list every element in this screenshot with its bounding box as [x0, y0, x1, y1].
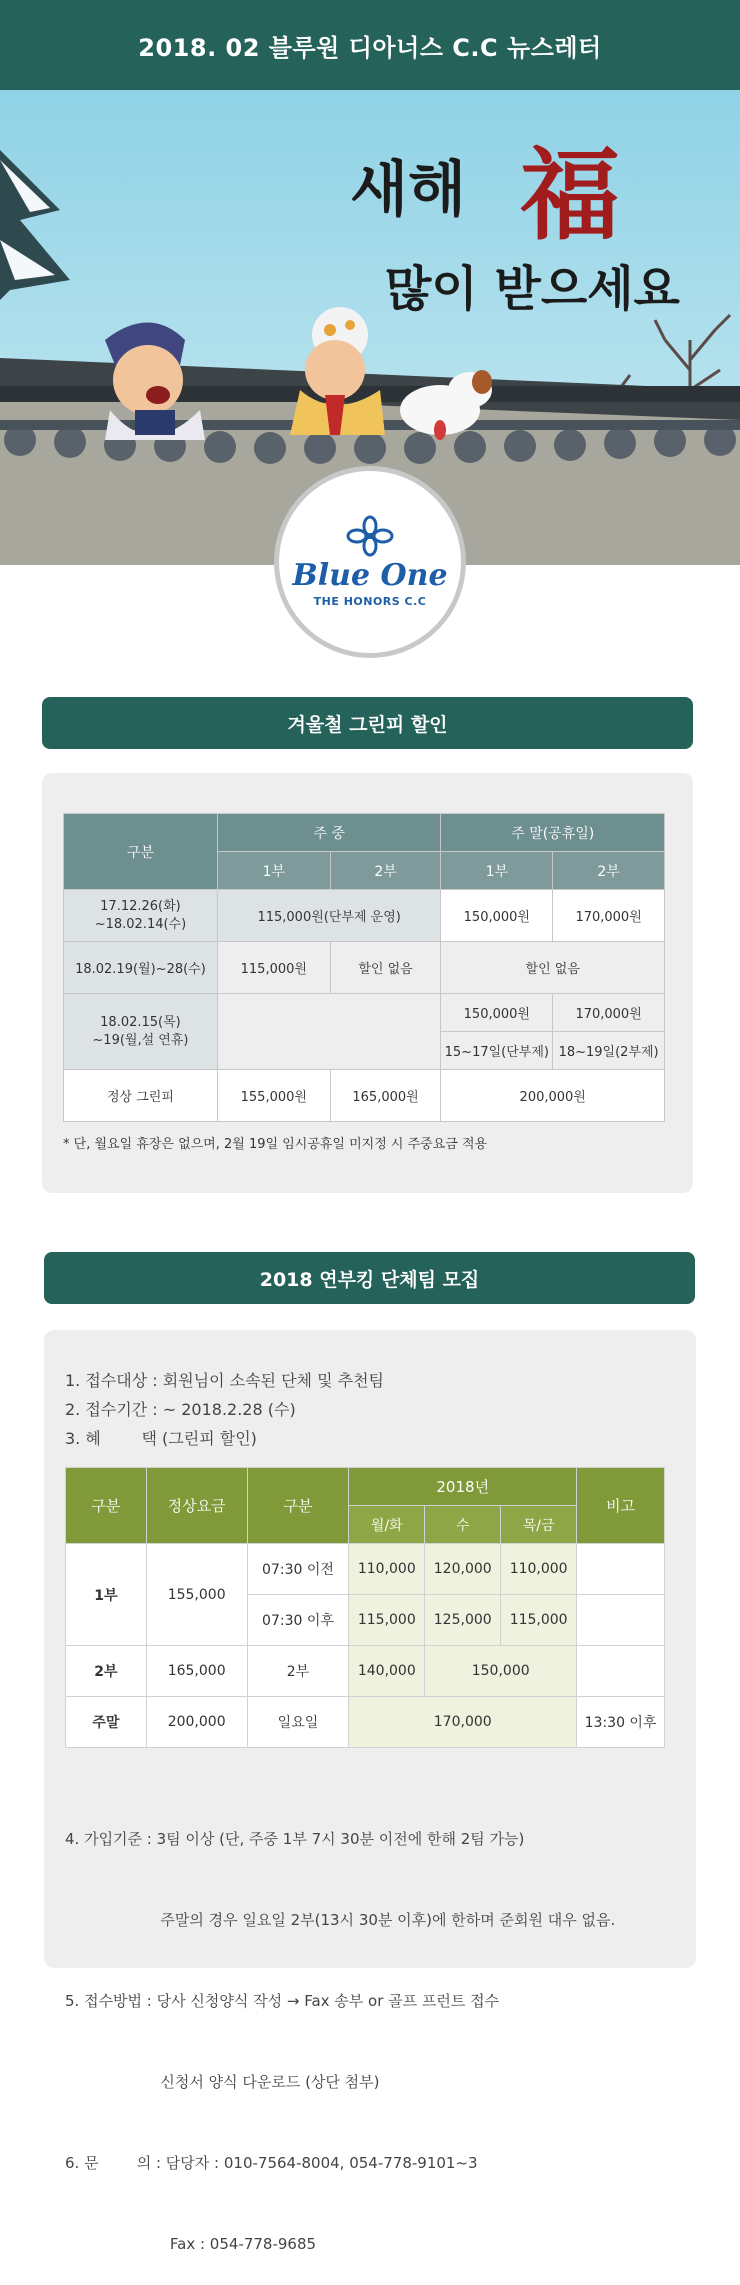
table-cell: 120,000	[425, 1544, 501, 1595]
header-1bu: 1부	[217, 852, 330, 890]
table-cell: 115,000	[501, 1595, 577, 1646]
header-2bu: 2부	[330, 852, 441, 890]
table-cell: 165,000	[146, 1646, 247, 1697]
header-weekend: 주 말(공휴일)	[441, 814, 665, 852]
section2-title: 2018 연부킹 단체팀 모집	[259, 1268, 480, 1291]
table-cell: 155,000	[146, 1544, 247, 1646]
table-cell-empty	[577, 1595, 665, 1646]
greeting-line1: 새해	[350, 155, 466, 225]
detail-line: 주말의 경우 일요일 2부(13시 30분 이후)에 한하며 준회원 대우 없음.	[65, 1911, 616, 1929]
intro-line: 3. 혜 택 (그린피 할인)	[65, 1429, 257, 1448]
table-cell: 13:30 이후	[577, 1697, 665, 1748]
group-booking-table	[65, 1467, 665, 1748]
table-cell: 15~17일(단부제)	[441, 1032, 553, 1070]
greeting-fortune-char: 福	[520, 136, 620, 254]
newsletter-title: 2018. 02 블루원 디아너스 C.C 뉴스레터	[138, 33, 602, 62]
header-note: 비고	[577, 1468, 665, 1544]
table-cell: 170,000	[349, 1697, 577, 1748]
table-cell: 150,000원	[441, 890, 553, 942]
header-wed: 수	[425, 1506, 501, 1544]
flower-icon	[347, 516, 393, 556]
row-label: 정상 그린피	[64, 1070, 218, 1122]
table-cell: 115,000원(단부제 운영)	[217, 890, 441, 942]
table-cell: 200,000원	[441, 1070, 665, 1122]
table-cell: 155,000원	[217, 1070, 330, 1122]
blue-one-logo	[274, 466, 466, 658]
table-cell: 07:30 이후	[247, 1595, 349, 1646]
table-cell-empty	[577, 1544, 665, 1595]
table-cell: 할인 없음	[330, 942, 441, 994]
detail-line: Fax : 054-778-9685	[65, 2235, 317, 2253]
table-cell: 200,000	[146, 1697, 247, 1748]
table-cell: 115,000원	[217, 942, 330, 994]
table-cell: 150,000원	[441, 994, 553, 1032]
header-normal-price: 정상요금	[146, 1468, 247, 1544]
newsletter-header	[0, 0, 740, 90]
row-label: 2부	[66, 1646, 147, 1697]
table-cell: 일요일	[247, 1697, 349, 1748]
table-cell: 110,000	[349, 1544, 425, 1595]
table-cell: 150,000	[425, 1646, 577, 1697]
header-mon-tue: 월/화	[349, 1506, 425, 1544]
logo-name: Blue One	[292, 558, 448, 593]
header-thu-fri: 목/금	[501, 1506, 577, 1544]
row-label: 주말	[66, 1697, 147, 1748]
table-cell: 할인 없음	[441, 942, 665, 994]
table-cell: 110,000	[501, 1544, 577, 1595]
detail-line: 6. 문 의 : 담당자 : 010-7564-8004, 054-778-9101~3	[65, 2154, 478, 2172]
section-title-winter-discount	[42, 697, 693, 749]
details-list	[65, 1772, 615, 2285]
intro-line: 2. 접수기간 : ~ 2018.2.28 (수)	[65, 1400, 296, 1419]
detail-line: 5. 접수방법 : 당사 신청양식 작성 → Fax 송부 or 골프 프런트 접수	[65, 1992, 500, 2010]
header-1bu: 1부	[441, 852, 553, 890]
header-gubun2: 구분	[247, 1468, 349, 1544]
table-cell: 165,000원	[330, 1070, 441, 1122]
header-gubun: 구분	[66, 1468, 147, 1544]
intro-list	[65, 1366, 384, 1453]
row-label: 17.12.26(화) ~18.02.14(수)	[64, 890, 218, 942]
row-label: 18.02.19(월)~28(수)	[64, 942, 218, 994]
header-2bu: 2부	[553, 852, 665, 890]
header-gubun: 구분	[64, 814, 218, 890]
table-cell-empty	[217, 994, 441, 1070]
greeting-line2: 많이 받으세요	[385, 261, 680, 317]
table-cell: 125,000	[425, 1595, 501, 1646]
table-cell: 18~19일(2부제)	[553, 1032, 665, 1070]
table-cell: 170,000원	[553, 994, 665, 1032]
table-cell: 2부	[247, 1646, 349, 1697]
table-cell: 140,000	[349, 1646, 425, 1697]
winter-greenfee-table	[63, 813, 665, 1122]
section-title-group-booking	[44, 1252, 695, 1304]
table-cell: 170,000원	[553, 890, 665, 942]
row-label: 1부	[66, 1544, 147, 1646]
table-cell: 115,000	[349, 1595, 425, 1646]
discount-note: * 단, 월요일 휴장은 없으며, 2월 19일 임시공휴일 미지정 시 주중요금 적용	[63, 1137, 488, 1152]
table-cell-empty	[577, 1646, 665, 1697]
header-weekday: 주 중	[217, 814, 441, 852]
detail-line: 4. 가입기준 : 3팀 이상 (단, 주중 1부 7시 30분 이전에 한해 2팀 가능)	[65, 1830, 525, 1848]
detail-line: 신청서 양식 다운로드 (상단 첨부)	[65, 2073, 380, 2091]
row-label: 18.02.15(목) ~19(월,설 연휴)	[64, 994, 218, 1070]
intro-line: 1. 접수대상 : 회원님이 소속된 단체 및 추천팀	[65, 1371, 385, 1390]
logo-subtitle: THE HONORS C.C	[313, 595, 427, 608]
header-year: 2018년	[349, 1468, 577, 1506]
section1-title: 겨울철 그린피 할인	[287, 713, 448, 736]
table-cell: 07:30 이전	[247, 1544, 349, 1595]
